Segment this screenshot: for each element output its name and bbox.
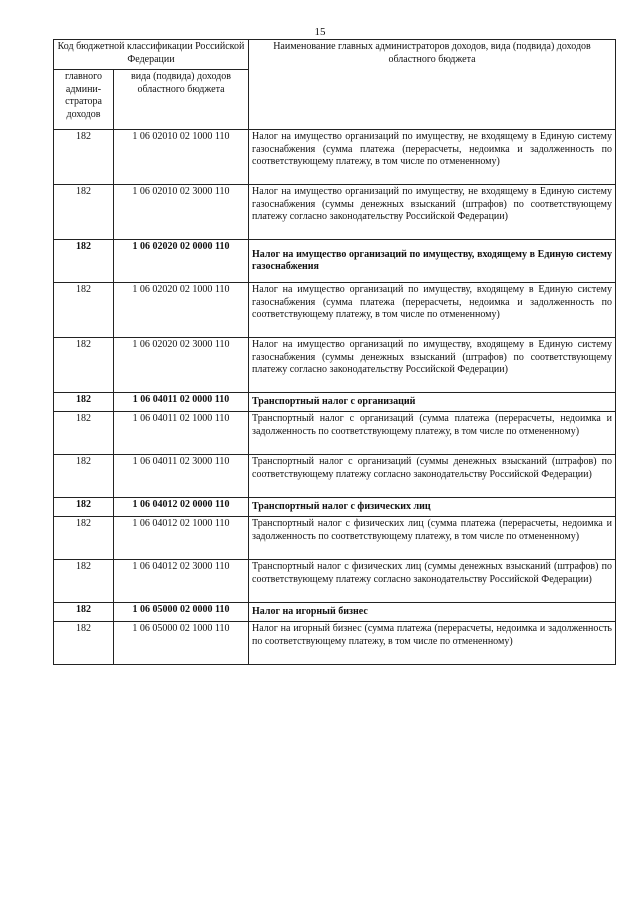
revenue-code-cell: 1 06 04012 02 0000 110	[114, 498, 249, 517]
table-row	[54, 560, 616, 603]
admin-code-cell: 182	[54, 517, 114, 560]
admin-code-cell: 182	[54, 393, 114, 412]
revenue-name-cell: Транспортный налог с физических лиц	[249, 498, 616, 517]
admin-code-cell: 182	[54, 455, 114, 498]
table-row	[54, 455, 616, 498]
admin-code-cell: 182	[54, 412, 114, 455]
revenue-code-cell: 1 06 02020 02 0000 110	[114, 240, 249, 283]
revenue-code-cell: 1 06 04011 02 3000 110	[114, 455, 249, 498]
revenue-name-cell: Налог на имущество организаций по имуществу, входящему в Единую систему газоснабжения	[249, 240, 616, 283]
revenue-name-cell: Транспортный налог с организаций	[249, 393, 616, 412]
table-row-group-heading	[54, 603, 616, 622]
table-row	[54, 185, 616, 240]
admin-code-cell: 182	[54, 283, 114, 338]
table-row	[54, 517, 616, 560]
revenue-code-cell: 1 06 02010 02 3000 110	[114, 185, 249, 240]
table-row-group-heading	[54, 498, 616, 517]
revenue-code-cell: 1 06 02020 02 3000 110	[114, 338, 249, 393]
revenue-code-cell: 1 06 04012 02 3000 110	[114, 560, 249, 603]
admin-code-cell: 182	[54, 185, 114, 240]
table-row	[54, 130, 616, 185]
table-row	[54, 338, 616, 393]
admin-code-cell: 182	[54, 240, 114, 283]
revenue-code-cell: 1 06 04012 02 1000 110	[114, 517, 249, 560]
admin-code-cell: 182	[54, 130, 114, 185]
revenue-name-cell: Налог на игорный бизнес (сумма платежа (перерасчеты, недоимка и задолженность по соответствующему платежу, в том числе по отмененному)	[249, 622, 616, 665]
revenue-name-cell: Налог на игорный бизнес	[249, 603, 616, 622]
header-classification-code: Код бюджетной классификации Российской Федерации	[54, 40, 249, 70]
table-row	[54, 622, 616, 665]
table-row	[54, 412, 616, 455]
revenue-code-cell: 1 06 04011 02 1000 110	[114, 412, 249, 455]
header-administrator-name: Наименование главных администраторов доходов, вида (подвида) доходов областного бюджета	[249, 40, 616, 130]
revenue-name-cell: Транспортный налог с организаций (сумма платежа (перерасчеты, недоимка и задолженность по соответствующему платежу, в том числе по отмененному)	[249, 412, 616, 455]
budget-classification-table	[53, 39, 616, 665]
revenue-code-cell: 1 06 02020 02 1000 110	[114, 283, 249, 338]
revenue-name-cell: Транспортный налог с физических лиц (суммы денежных взысканий (штрафов) по соответствующему платежу согласно законодательству Российской Федерации)	[249, 560, 616, 603]
revenue-name-cell: Транспортный налог с физических лиц (сумма платежа (перерасчеты, недоимка и задолженность по соответствующему платежу, в том числе по отмененному)	[249, 517, 616, 560]
revenue-name-cell: Налог на имущество организаций по имуществу, не входящему в Единую систему газоснабжения (суммы денежных взысканий (штрафов) по соответствующему платежу согласно законодательству Российской Федерации)	[249, 185, 616, 240]
admin-code-cell: 182	[54, 498, 114, 517]
revenue-code-cell: 1 06 05000 02 1000 110	[114, 622, 249, 665]
table-row	[54, 283, 616, 338]
admin-code-cell: 182	[54, 560, 114, 603]
revenue-name-cell: Транспортный налог с организаций (суммы денежных взысканий (штрафов) по соответствующему платежу согласно законодательству Российской Федерации)	[249, 455, 616, 498]
table-row-group-heading	[54, 393, 616, 412]
page-number: 15	[314, 26, 326, 38]
header-main-administrator: главного админи-стратора доходов	[54, 70, 114, 130]
revenue-code-cell: 1 06 05000 02 0000 110	[114, 603, 249, 622]
revenue-name-cell: Налог на имущество организаций по имуществу, входящему в Единую систему газоснабжения (сумма платежа (перерасчеты, недоимка и задолженность по соответствующему платежу, в том числе по отмененному)	[249, 283, 616, 338]
admin-code-cell: 182	[54, 603, 114, 622]
admin-code-cell: 182	[54, 338, 114, 393]
revenue-code-cell: 1 06 04011 02 0000 110	[114, 393, 249, 412]
revenue-code-cell: 1 06 02010 02 1000 110	[114, 130, 249, 185]
revenue-name-cell: Налог на имущество организаций по имуществу, входящему в Единую систему газоснабжения (суммы денежных взысканий (штрафов) по соответствующему платежу согласно законодательству Российской Федерации)	[249, 338, 616, 393]
admin-code-cell: 182	[54, 622, 114, 665]
header-revenue-type: вида (подвида) доходов областного бюджета	[114, 70, 249, 130]
table-row-group-heading	[54, 240, 616, 283]
revenue-name-cell: Налог на имущество организаций по имуществу, не входящему в Единую систему газоснабжения (сумма платежа (перерасчеты, недоимка и задолженность по соответствующему платежу, в том числе по отмененному)	[249, 130, 616, 185]
